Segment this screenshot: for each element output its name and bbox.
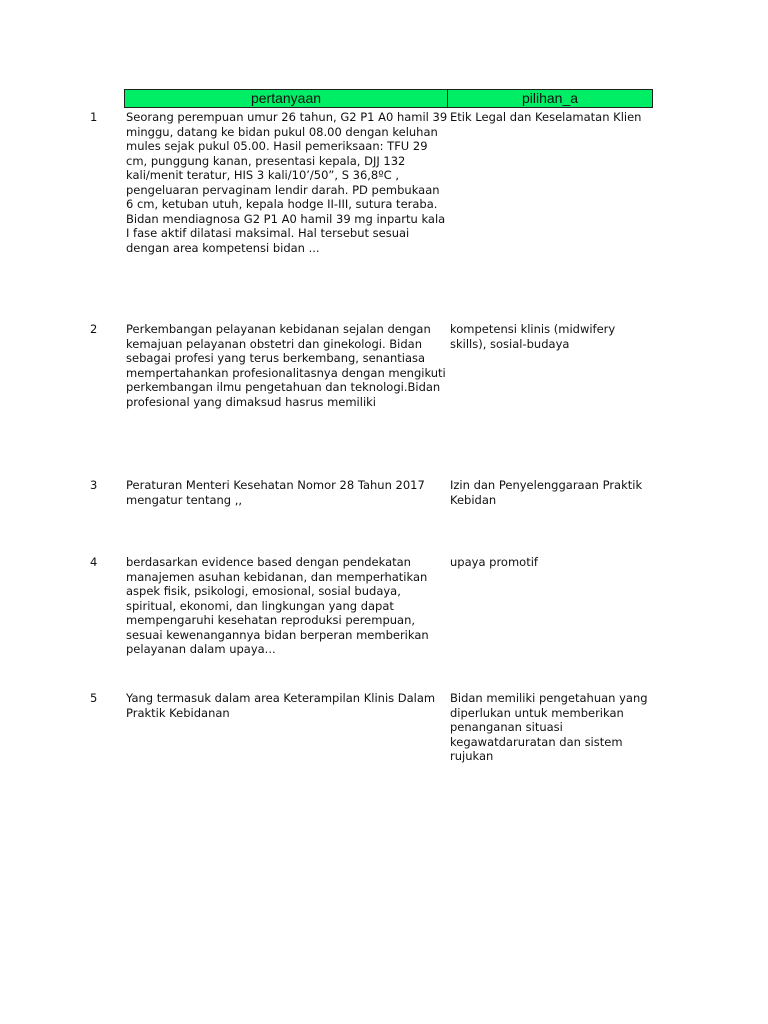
row-number: 5 [90, 691, 98, 705]
table-header-row [124, 89, 653, 108]
answer-cell: Bidan memiliki pengetahuan yang diperlukan untuk memberikan penanganan situasi kegawatdaruratan dan sistem rujukan [450, 691, 648, 763]
answer-cell: Izin dan Penyelenggaraan Praktik Kebidan [450, 478, 643, 507]
question-cell: Perkembangan pelayanan kebidanan sejalan dengan kemajuan pelayanan obstetri dan ginekologi. Bidan sebagai profesi yang terus berkembang, senantiasa mempertahankan profesionalitasnya dengan mengikuti perkembangan ilmu pengetahuan dan teknologi.Bidan profesional yang dimaksud hasrus memiliki [126, 322, 446, 409]
header-pilihan-a: pilihan_a [521, 90, 579, 106]
question-cell: Yang termasuk dalam area Keterampilan Klinis Dalam Praktik Kebidanan [126, 691, 436, 720]
header-pertanyaan: pertanyaan [125, 90, 448, 107]
row-number: 1 [90, 110, 98, 124]
answer-cell: upaya promotif [450, 555, 538, 569]
row-number: 4 [90, 555, 98, 569]
question-cell: berdasarkan evidence based dengan pendekatan manajemen asuhan kebidanan, dan memperhatikan aspek fisik, psikologi, emosional, sosial budaya, spiritual, ekonomi, dan lingkungan yang dapat mempengaruhi kesehatan reproduksi perempuan, sesuai kewenangannya bidan berperan memberikan pelayanan dalam upaya... [126, 555, 429, 656]
row-number: 3 [90, 478, 98, 492]
answer-cell: kompetensi klinis (midwifery skills), sosial-budaya [450, 322, 616, 351]
question-cell: Peraturan Menteri Kesehatan Nomor 28 Tahun 2017 mengatur tentang ,, [126, 478, 425, 507]
question-cell: Seorang perempuan umur 26 tahun, G2 P1 A0 hamil 39 minggu, datang ke bidan pukul 08.00 dengan keluhan mules sejak pukul 05.00. Hasil pemeriksaan: TFU 29 cm, punggung kanan, presentasi kepala, DJJ 132 kali/menit teratur, HIS 3 kali/10’/50”, S 36,8ºC , pengeluaran pervaginam lendir darah. PD pembukaan 6 cm, ketuban utuh, kepala hodge II-III, sutura teraba. Bidan mendiagnosa G2 P1 A0 hamil 39 mg inpartu kala I fase aktif dilatasi maksimal. Hal tersebut sesuai dengan area kompetensi bidan ... [126, 110, 448, 255]
answer-cell: Etik Legal dan Keselamatan Klien [450, 110, 642, 124]
row-number: 2 [90, 322, 98, 336]
